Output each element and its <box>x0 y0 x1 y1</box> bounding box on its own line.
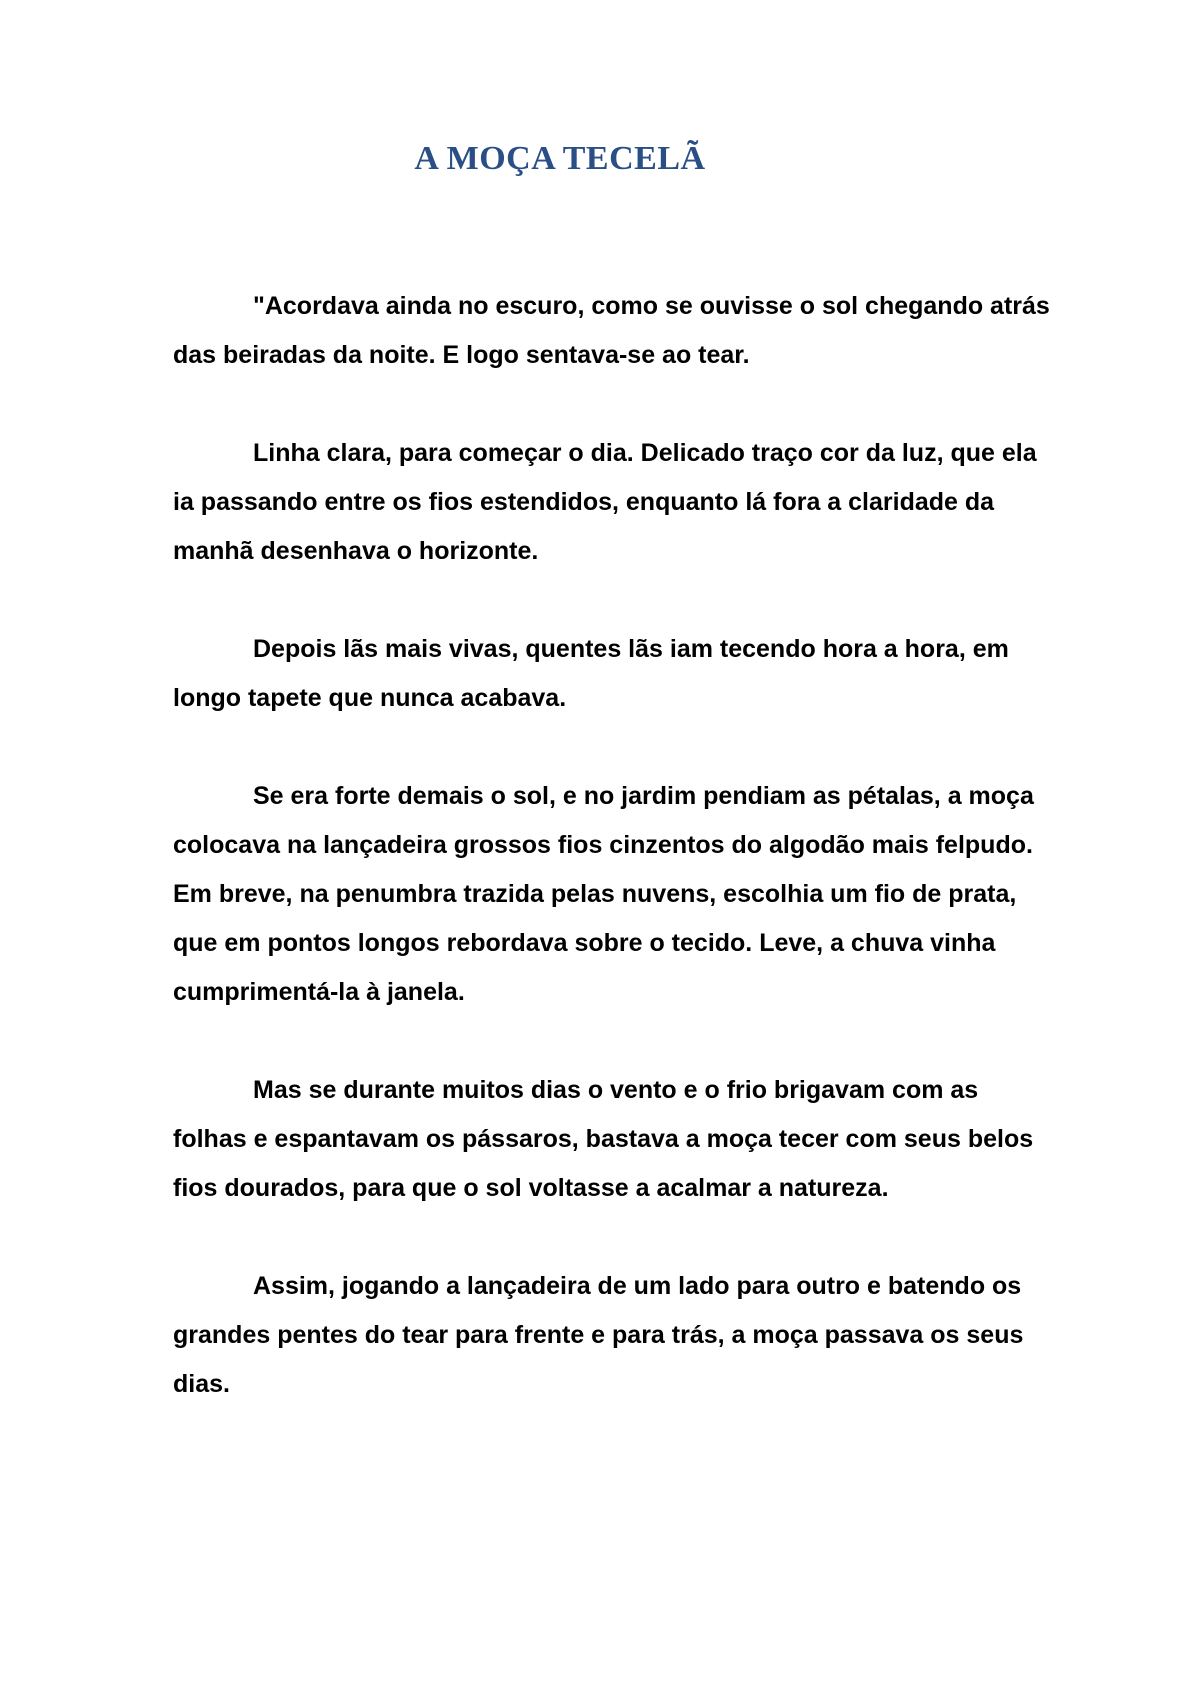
document-body <box>173 282 1053 1409</box>
paragraph-4: Se era forte demais o sol, e no jardim pendiam as pétalas, a moça colocava na lançadeira grossos fios cinzentos do algodão mais felpudo. Em breve, na penumbra trazida pelas nuvens, escolhia um fio de prata, que em pontos longos rebordava sobre o tecido. Leve, a chuva vinha cumprimentá-la à janela. <box>173 782 1034 1006</box>
paragraph-5: Mas se durante muitos dias o vento e o frio brigavam com as folhas e espantavam os pássaros, bastava a moça tecer com seus belos fios dourados, para que o sol voltasse a acalmar a natureza. <box>173 1076 1034 1202</box>
paragraph-6: Assim, jogando a lançadeira de um lado para outro e batendo os grandes pentes do tear para frente e para trás, a moça passava os seus dias. <box>173 1272 1024 1398</box>
document-title: A MOÇA TECELÃ <box>414 140 706 177</box>
paragraph-3: Depois lãs mais vivas, quentes lãs iam tecendo hora a hora, em longo tapete que nunca acabava. <box>173 635 1009 712</box>
paragraph-2: Linha clara, para começar o dia. Delicado traço cor da luz, que ela ia passando entre os fios estendidos, enquanto lá fora a claridade da manhã desenhava o horizonte. <box>173 439 1037 565</box>
paragraph-1: "Acordava ainda no escuro, como se ouvisse o sol chegando atrás das beiradas da noite. E logo sentava-se ao tear. <box>173 292 1050 369</box>
